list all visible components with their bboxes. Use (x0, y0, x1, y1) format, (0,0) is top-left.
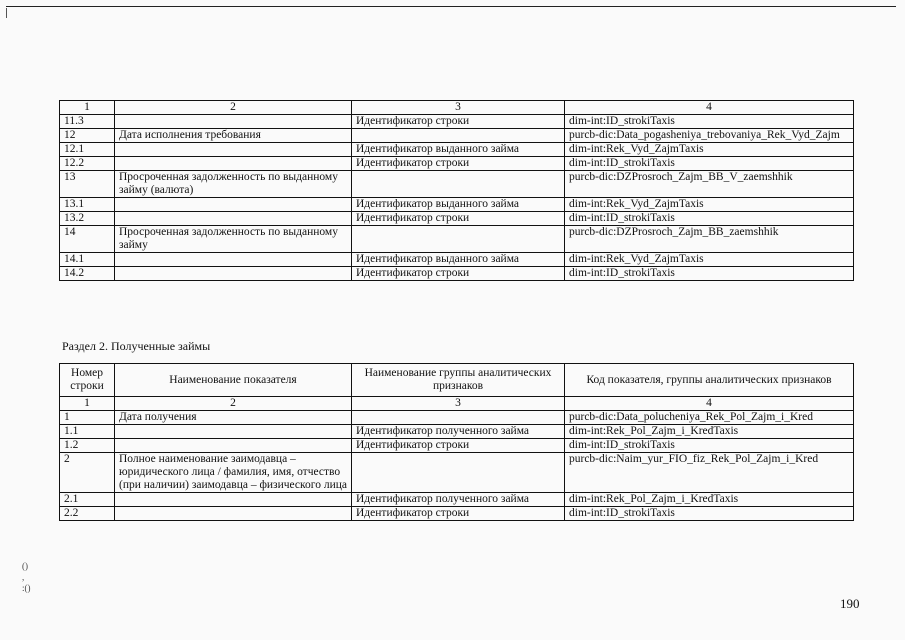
row-number: 1.1 (60, 425, 115, 439)
table-section2-loans-received (59, 363, 854, 521)
group-name: Идентификатор полученного займа (352, 493, 565, 507)
table-row (60, 411, 854, 425)
row-number: 2.2 (60, 507, 115, 521)
col-number: 3 (352, 101, 565, 115)
group-name: Идентификатор строки (352, 439, 565, 453)
table-row (60, 253, 854, 267)
indicator-name (115, 507, 352, 521)
indicator-name: Дата исполнения требования (115, 129, 352, 143)
table-row (60, 129, 854, 143)
top-rule (6, 6, 896, 7)
indicator-code: purcb-dic:Naim_yur_FIO_fiz_Rek_Pol_Zajm_i_Kred (565, 453, 854, 493)
indicator-code: purcb-dic:Data_polucheniya_Rek_Pol_Zajm_i_Kred (565, 411, 854, 425)
table-row (60, 425, 854, 439)
indicator-name (115, 425, 352, 439)
table2-header-row (60, 364, 854, 397)
indicator-code: purcb-dic:DZProsroch_Zajm_BB_V_zaemshhik (565, 171, 854, 198)
row-number: 14.2 (60, 267, 115, 281)
indicator-code: purcb-dic:DZProsroch_Zajm_BB_zaemshhik (565, 226, 854, 253)
indicator-code: dim-int:Rek_Pol_Zajm_i_KredTaxis (565, 425, 854, 439)
row-number: 14 (60, 226, 115, 253)
table-row (60, 226, 854, 253)
table-row (60, 453, 854, 493)
indicator-name (115, 198, 352, 212)
group-name (352, 129, 565, 143)
row-number: 14.1 (60, 253, 115, 267)
table-row (60, 115, 854, 129)
left-rule (6, 8, 7, 18)
group-name: Идентификатор строки (352, 267, 565, 281)
indicator-name: Просроченная задолженность по выданному займу (115, 226, 352, 253)
row-number: 13 (60, 171, 115, 198)
group-name: Идентификатор строки (352, 157, 565, 171)
table-section1-continuation (59, 100, 854, 281)
group-name: Идентификатор выданного займа (352, 253, 565, 267)
row-number: 2 (60, 453, 115, 493)
col-number: 1 (60, 101, 115, 115)
row-number: 11.3 (60, 115, 115, 129)
indicator-code: dim-int:Rek_Pol_Zajm_i_KredTaxis (565, 493, 854, 507)
indicator-name (115, 143, 352, 157)
header-indicator-name: Наименование показателя (115, 364, 352, 397)
group-name: Идентификатор выданного займа (352, 143, 565, 157)
table-row (60, 143, 854, 157)
group-name: Идентификатор строки (352, 115, 565, 129)
header-code: Код показателя, группы аналитических признаков (565, 364, 854, 397)
row-number: 13.1 (60, 198, 115, 212)
table-row (60, 198, 854, 212)
page-number: 190 (840, 596, 860, 611)
group-name (352, 226, 565, 253)
col-number: 2 (115, 101, 352, 115)
indicator-code: dim-int:ID_strokiTaxis (565, 157, 854, 171)
table-row (60, 507, 854, 521)
col-number: 1 (60, 397, 115, 411)
row-number: 1.2 (60, 439, 115, 453)
header-group-name: Наименование группы аналитических признаков (352, 364, 565, 397)
col-number: 2 (115, 397, 352, 411)
indicator-name (115, 157, 352, 171)
indicator-code: dim-int:Rek_Vyd_ZajmTaxis (565, 253, 854, 267)
indicator-name: Просроченная задолженность по выданному займу (валюта) (115, 171, 352, 198)
row-number: 1 (60, 411, 115, 425)
indicator-name (115, 493, 352, 507)
indicator-code: dim-int:ID_strokiTaxis (565, 115, 854, 129)
margin-marks: () , :() (22, 561, 31, 593)
row-number: 13.2 (60, 212, 115, 226)
indicator-name (115, 115, 352, 129)
group-name: Идентификатор строки (352, 212, 565, 226)
indicator-name (115, 439, 352, 453)
indicator-code: dim-int:ID_strokiTaxis (565, 267, 854, 281)
table2-column-number-row (60, 397, 854, 411)
indicator-name (115, 267, 352, 281)
row-number: 2.1 (60, 493, 115, 507)
table-row (60, 157, 854, 171)
indicator-code: dim-int:ID_strokiTaxis (565, 439, 854, 453)
row-number: 12.1 (60, 143, 115, 157)
indicator-name: Полное наименование заимодавца – юридического лица / фамилия, имя, отчество (при наличии) заимодавца – физического лица (115, 453, 352, 493)
table-row (60, 171, 854, 198)
indicator-name (115, 253, 352, 267)
header-row-number: Номер строки (60, 364, 115, 397)
row-number: 12.2 (60, 157, 115, 171)
indicator-name (115, 212, 352, 226)
col-number: 4 (565, 101, 854, 115)
section-title: Раздел 2. Полученные займы (62, 339, 211, 353)
group-name: Идентификатор строки (352, 507, 565, 521)
col-number: 4 (565, 397, 854, 411)
row-number: 12 (60, 129, 115, 143)
group-name (352, 171, 565, 198)
table-row (60, 439, 854, 453)
indicator-code: dim-int:ID_strokiTaxis (565, 507, 854, 521)
group-name: Идентификатор полученного займа (352, 425, 565, 439)
indicator-code: dim-int:Rek_Vyd_ZajmTaxis (565, 198, 854, 212)
group-name (352, 453, 565, 493)
col-number: 3 (352, 397, 565, 411)
indicator-code: dim-int:Rek_Vyd_ZajmTaxis (565, 143, 854, 157)
table-row (60, 212, 854, 226)
table-row (60, 493, 854, 507)
indicator-name: Дата получения (115, 411, 352, 425)
indicator-code: dim-int:ID_strokiTaxis (565, 212, 854, 226)
table-row (60, 267, 854, 281)
group-name: Идентификатор выданного займа (352, 198, 565, 212)
indicator-code: purcb-dic:Data_pogasheniya_trebovaniya_Rek_Vyd_Zajm (565, 129, 854, 143)
group-name (352, 411, 565, 425)
table1-column-number-row (60, 101, 854, 115)
